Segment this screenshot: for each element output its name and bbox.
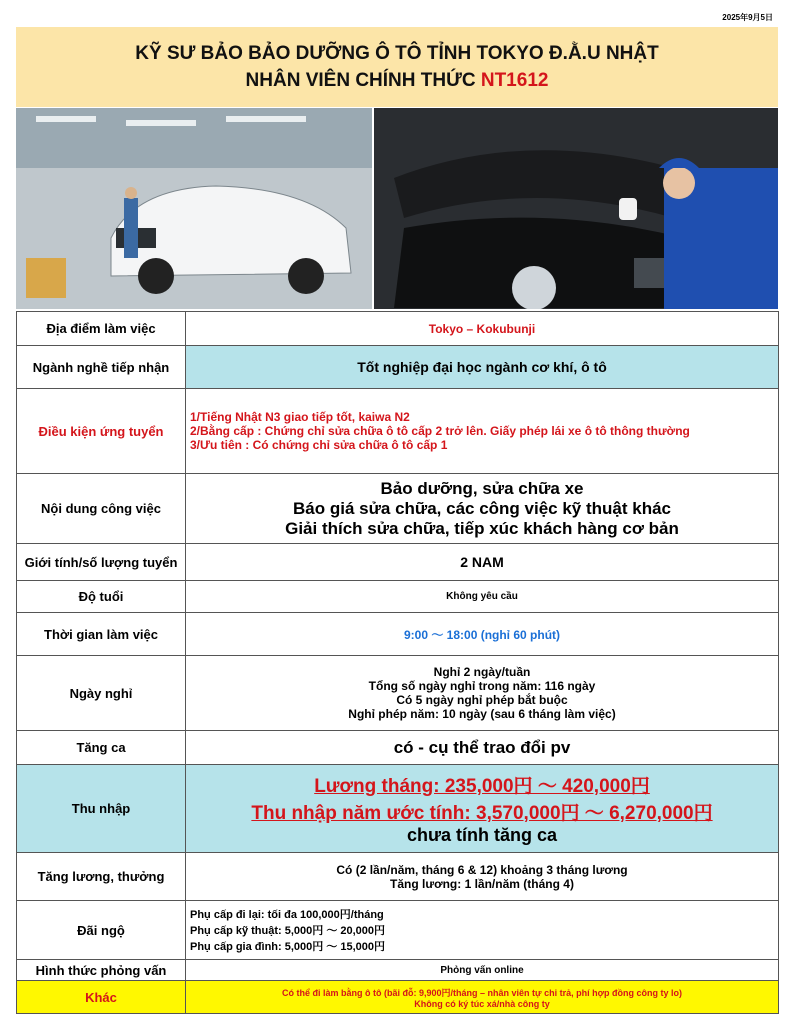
hours-value: 9:00 ～ 18:00 (nghỉ 60 phút) (186, 613, 779, 656)
job-item: Báo giá sửa chữa, các công việc kỹ thuật khác (293, 498, 671, 518)
holidays-label: Ngày nghỉ (17, 656, 186, 731)
age-label: Độ tuổi (17, 581, 186, 613)
benefit-item: Phụ cấp đi lại: tối đa 100,000円/tháng (190, 909, 384, 921)
condition-item: 3/Ưu tiên : Có chứng chỉ sửa chữa ô tô cấp 1 (190, 438, 448, 452)
conditions-label: Điều kiện ứng tuyển (17, 389, 186, 474)
raise-item: Tăng lương: 1 lần/năm (tháng 4) (390, 876, 574, 891)
annual-income: Thu nhập năm ước tính: 3,570,000円 ～ 6,270,000円 (251, 803, 713, 824)
job-value (186, 474, 779, 544)
holiday-item: Nghỉ 2 ngày/tuần (433, 665, 531, 679)
benefit-item: Phụ cấp gia đình: 5,000円 ～ 15,000円 (190, 941, 386, 953)
row-income (17, 765, 779, 853)
other-item: Có thể đi làm bằng ô tô (bãi đỗ: 9,900円/tháng – nhân viên tự chi trả, phí hợp đồng công ty lo) (282, 987, 682, 998)
photo-strip (16, 108, 778, 309)
job-title-prefix: NHÂN VIÊN CHÍNH THỨC (245, 70, 481, 91)
interview-value: Phỏng vấn online (186, 960, 779, 981)
row-age (17, 581, 779, 613)
benefit-item: Phụ cấp kỹ thuật: 5,000円 ～ 20,000円 (190, 925, 386, 937)
other-value (186, 981, 779, 1014)
job-code: NT1612 (480, 70, 549, 91)
conditions-value (186, 389, 779, 474)
factory-car-photo (16, 108, 372, 309)
location-label: Địa điểm làm việc (17, 312, 186, 346)
raise-item: Có (2 lần/năm, tháng 6 & 12) khoảng 3 tháng lương (336, 862, 628, 877)
income-value (186, 765, 779, 853)
row-other (17, 981, 779, 1014)
row-conditions (17, 389, 779, 474)
benefits-value (186, 901, 779, 960)
job-details-table (16, 311, 779, 1014)
location-value: Tokyo – Kokubunji (186, 312, 779, 346)
overtime-label: Tăng ca (17, 731, 186, 765)
gender-label: Giới tính/số lượng tuyển (17, 544, 186, 581)
row-gender (17, 544, 779, 581)
row-field (17, 346, 779, 389)
job-title-banner (16, 27, 778, 107)
overtime-value: có - cụ thể trao đổi pv (186, 731, 779, 765)
hours-label: Thời gian làm việc (17, 613, 186, 656)
holiday-item: Có 5 ngày nghỉ phép bắt buộc (396, 693, 568, 707)
raise-value (186, 853, 779, 901)
income-label: Thu nhập (17, 765, 186, 853)
gender-value: 2 NAM (186, 544, 779, 581)
holiday-item: Tổng số ngày nghỉ trong năm: 116 ngày (368, 679, 596, 693)
age-value: Không yêu cầu (186, 581, 779, 613)
interview-label: Hình thức phỏng vấn (17, 960, 186, 981)
mechanic-photo (374, 108, 778, 309)
holiday-item: Nghỉ phép năm: 10 ngày (sau 6 tháng làm việc) (348, 707, 616, 721)
job-item: Bảo dưỡng, sửa chữa xe (380, 478, 584, 498)
row-job (17, 474, 779, 544)
benefits-label: Đãi ngộ (17, 901, 186, 960)
holidays-value (186, 656, 779, 731)
job-title-line1: KỸ SƯ BẢO BẢO DƯỠNG Ô TÔ TỈNH TOKYO Đ.Ằ.U NHẬT (135, 43, 659, 64)
field-label: Ngành nghề tiếp nhận (17, 346, 186, 389)
job-item: Giải thích sửa chữa, tiếp xúc khách hàng cơ bản (285, 518, 679, 538)
row-raise (17, 853, 779, 901)
row-holidays (17, 656, 779, 731)
document-date: 2025年9月5日 (722, 13, 773, 22)
row-location (17, 312, 779, 346)
condition-item: 2/Bằng cấp : Chứng chỉ sửa chữa ô tô cấp 2 trở lên. Giấy phép lái xe ô tô thông thường (190, 424, 690, 438)
job-title-line2 (16, 67, 778, 94)
other-label: Khác (17, 981, 186, 1014)
job-label: Nội dung công việc (17, 474, 186, 544)
row-interview (17, 960, 779, 981)
condition-item: 1/Tiếng Nhật N3 giao tiếp tốt, kaiwa N2 (190, 410, 410, 424)
row-benefits (17, 901, 779, 960)
factory-car-illustration (16, 108, 372, 309)
monthly-salary: Lương tháng: 235,000円 ～ 420,000円 (314, 776, 650, 797)
row-overtime (17, 731, 779, 765)
raise-label: Tăng lương, thưởng (17, 853, 186, 901)
mechanic-illustration (374, 108, 778, 309)
row-hours (17, 613, 779, 656)
field-value: Tốt nghiệp đại học ngành cơ khí, ô tô (186, 346, 779, 389)
income-note: chưa tính tăng ca (406, 825, 558, 845)
other-item: Không có ký túc xá/nhà công ty (414, 998, 550, 1009)
